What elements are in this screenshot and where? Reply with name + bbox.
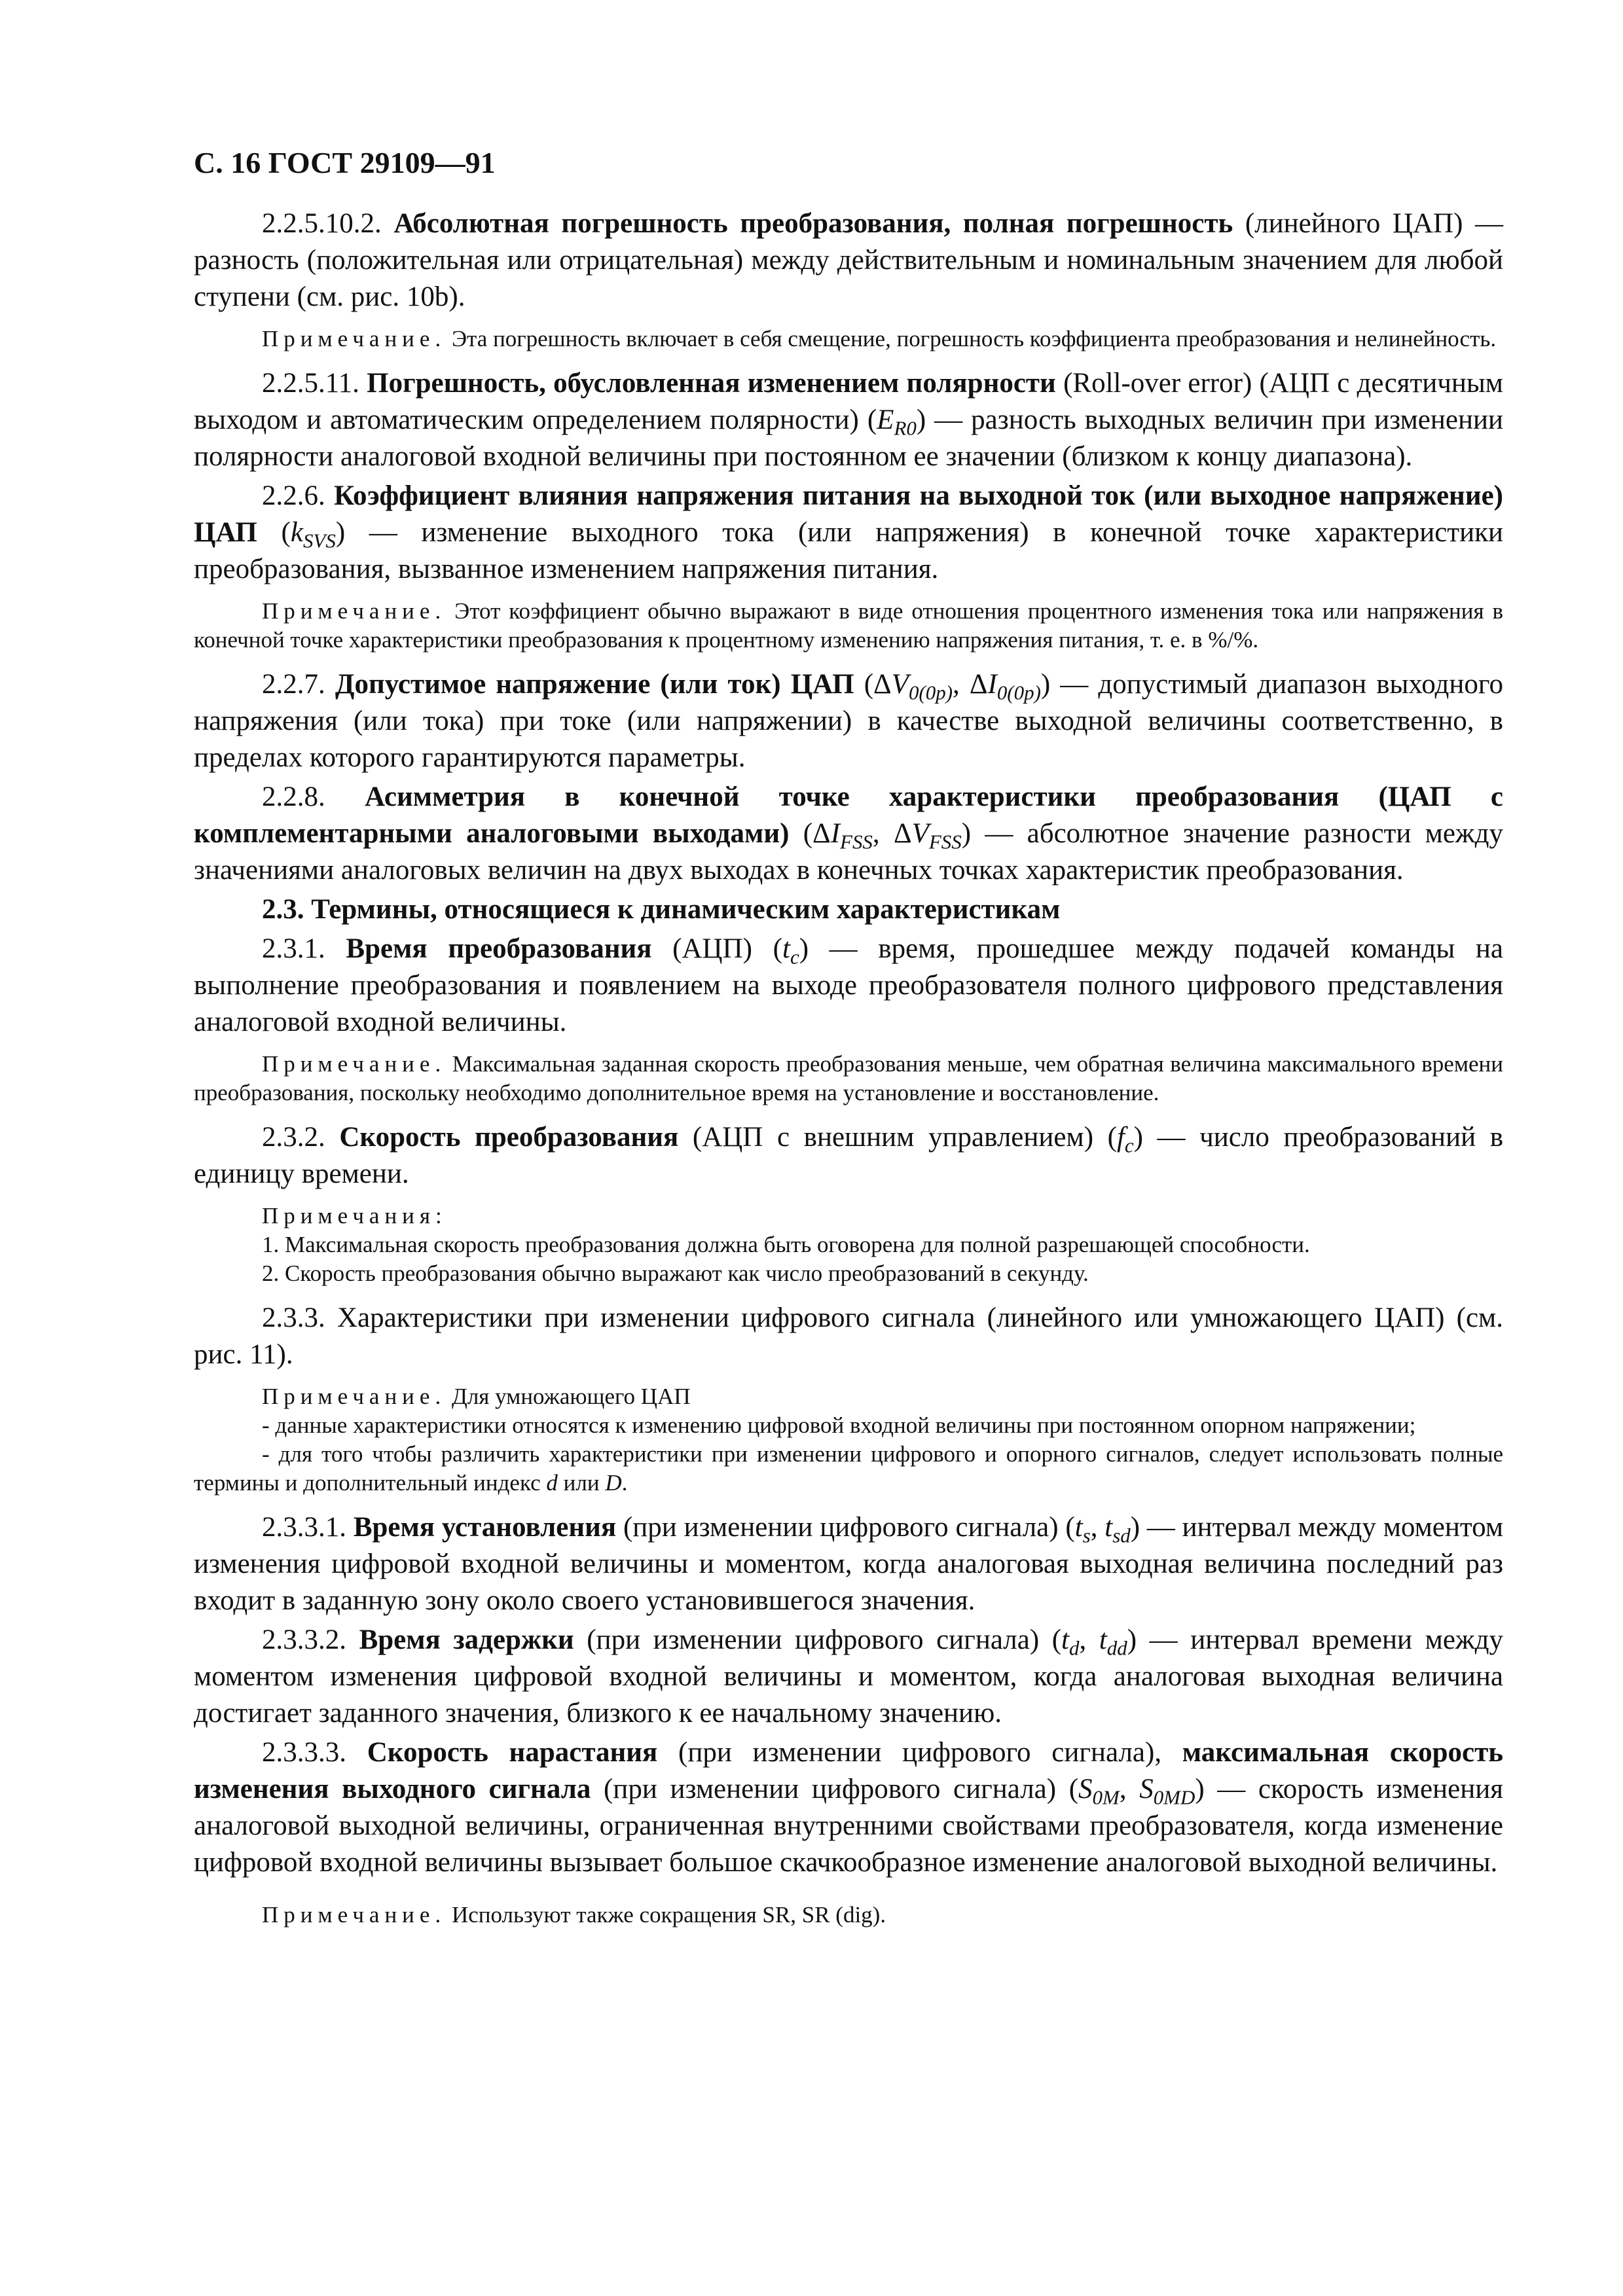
note-text: Используют также сокращения SR, SR (dig). <box>446 1902 886 1928</box>
note-2 <box>194 597 1503 655</box>
symbol: f <box>1116 1122 1125 1153</box>
symbol-subscript: s <box>1082 1524 1091 1547</box>
symbol-subscript: 0(0p) <box>996 681 1041 704</box>
symbol: E <box>877 404 894 435</box>
symbol-subscript: 0MD <box>1153 1785 1195 1809</box>
clause-number: 2.3.1. <box>262 933 325 964</box>
note-item: 1. Максимальная скорость преобразования должна быть оговорена для полной разрешающей способности. <box>262 1232 1310 1257</box>
symbol-subscript: c <box>1124 1134 1134 1157</box>
symbol: t <box>1074 1512 1083 1543</box>
symbol-subscript: 0(0p) <box>908 681 953 704</box>
clause-2-3-1 <box>194 931 1503 1041</box>
clause-number: 2.2.7. <box>262 669 325 700</box>
definition-part: ) — интервал времени между моментом изменения цифровой входной величины и моментом, когда аналоговая выходная величина достигает заданного значения, близкого к ее начальному значению. <box>194 1624 1503 1729</box>
symbol: S <box>1139 1774 1154 1804</box>
term: Время преобразования <box>346 933 652 964</box>
note-6 <box>194 1901 1503 1929</box>
note-text: Для умножающего ЦАП <box>446 1384 691 1409</box>
page-header: С. 16 ГОСТ 29109—91 <box>194 146 496 179</box>
symbol: t <box>1061 1624 1069 1655</box>
clause-2-2-8 <box>194 779 1503 889</box>
section-heading-2-3: 2.3. Термины, относящиеся к динамическим характеристикам <box>262 894 1061 925</box>
clause-number: 2.2.6. <box>262 480 325 511</box>
clause-number: 2.2.5.11. <box>262 368 359 399</box>
note-item <box>194 1440 1503 1498</box>
note-1 <box>194 325 1503 353</box>
note-3 <box>194 1050 1503 1107</box>
definition-part: ) — число преобразований в единицу времени. <box>194 1122 1503 1189</box>
clause-2-2-6 <box>194 478 1503 588</box>
definition-part: (АЦП) ( <box>651 933 782 964</box>
symbol-subscript: FSS <box>928 830 962 853</box>
note-label: Примечание. <box>262 1902 447 1928</box>
note-5 <box>194 1382 1503 1498</box>
definition-part: ) — допустимый диапазон выходного напряжения (или тока) при токе (или напряжении) в качестве выходной величины соответственно, в пределах которого гарантируются параметры. <box>194 669 1503 773</box>
symbol: t <box>782 933 790 964</box>
definition-part: (при изменении цифрового сигнала) ( <box>574 1624 1062 1655</box>
definition: (линейного ЦАП) — разность (положительная или отрицательная) между действительным и номинальным значением для любой ступени (см. рис. 10b). <box>194 208 1503 312</box>
symbol-subscript: sd <box>1112 1524 1131 1547</box>
symbol: S <box>1078 1774 1093 1804</box>
term: Абсолютная погрешность преобразования, полная погрешность <box>393 208 1233 239</box>
definition-part: (при изменении цифрового сигнала) ( <box>616 1512 1075 1543</box>
clause-2-3-3: 2.3.3. Характеристики при изменении цифрового сигнала (линейного или умножающего ЦАП) (см. рис. 11). <box>194 1302 1503 1370</box>
symbol: I <box>987 669 997 700</box>
symbol: I <box>830 818 841 849</box>
definition-part: ) — абсолютное значение разности между значениями аналоговых величин на двух выходах в конечных точках характеристик преобразования. <box>194 818 1503 886</box>
definition-part: (Δ <box>789 818 831 849</box>
note-text: Эта погрешность включает в себя смещение, погрешность коэффициента преобразования и нелинейность. <box>446 326 1497 351</box>
note-label: Примечание. <box>262 1384 447 1409</box>
clause-number: 2.2.8. <box>262 781 325 812</box>
term: Скорость нарастания <box>367 1737 658 1768</box>
definition-part: (при изменении цифрового сигнала) ( <box>591 1774 1079 1804</box>
clause-2-3-2 <box>194 1119 1503 1193</box>
symbol: k <box>290 517 303 548</box>
definition-part: ) — изменение выходного тока (или напряжения) в конечной точке характеристики преобразования, вызванное изменением напряжения питания. <box>194 517 1503 584</box>
definition-part: ) — разность выходных величин при изменении полярности аналоговой входной величины при постоянном ее значении (близком к концу диапазона). <box>194 404 1503 472</box>
document-page <box>194 145 1503 1941</box>
definition-part: (Roll-over error) (АЦП с десятичным выходом и автоматическим определением полярности) ( <box>194 368 1503 435</box>
clause-number: 2.3.3.2. <box>262 1624 346 1655</box>
clause-2-2-7 <box>194 666 1503 776</box>
note-item: - данные характеристики относятся к изменению цифровой входной величины при постоянном опорном напряжении; <box>262 1412 1416 1438</box>
definition-part: ) — скорость изменения аналоговой выходной величины, ограниченная внутренними свойствами преобразователя, когда изменение цифровой входной величины вызывает большое скачкообразное изменение аналоговой выходной величины. <box>194 1774 1503 1878</box>
note-4 <box>194 1202 1503 1288</box>
symbol-subscript: d <box>1069 1636 1080 1660</box>
term: Погрешность, обусловленная изменением полярности <box>367 368 1056 399</box>
clause-number: 2.3.3.1. <box>262 1512 346 1543</box>
note-label: Примечания: <box>262 1203 447 1229</box>
note-text: Максимальная заданная скорость преобразования меньше, чем обратная величина максимального времени преобразования, поскольку необходимо дополнительное время на установление и восстановление. <box>194 1051 1503 1105</box>
note-item-text: или <box>557 1470 606 1496</box>
symbol-subscript: 0M <box>1092 1785 1120 1809</box>
note-item-text: - для того чтобы различить характеристики при изменении цифрового и опорного сигналов, следует использовать полные термины и дополнительный индекс <box>194 1441 1503 1496</box>
definition-part: , <box>1119 1774 1140 1804</box>
term: Коэффициент влияния напряжения питания на выходной ток (или выходное напряжение) ЦАП <box>194 480 1503 548</box>
term: Время задержки <box>359 1624 574 1655</box>
index-symbol: D <box>605 1470 622 1496</box>
symbol: t <box>1104 1512 1113 1543</box>
symbol-subscript: SVS <box>302 529 336 552</box>
note-label: Примечание. <box>262 326 447 351</box>
definition-part: , <box>1090 1512 1105 1543</box>
symbol-subscript: c <box>790 945 799 969</box>
note-item-text: . <box>621 1470 628 1496</box>
note-label: Примечание. <box>262 1051 447 1077</box>
definition-part: (Δ <box>854 669 892 700</box>
symbol-subscript: dd <box>1106 1636 1127 1660</box>
definition-part: , Δ <box>953 669 988 700</box>
symbol: V <box>911 818 929 849</box>
definition-part: (АЦП с внешним управлением) ( <box>678 1122 1117 1153</box>
note-text: Этот коэффициент обычно выражают в виде отношения процентного изменения тока или напряжения в конечной точке характеристики преобразования к процентному изменению напряжения питания, т. е. в %/%. <box>194 598 1503 653</box>
clause-2-3-3-2 <box>194 1622 1503 1732</box>
index-symbol: d <box>546 1470 558 1496</box>
clause-2-2-5-10-2 <box>194 206 1503 315</box>
symbol-subscript: R0 <box>894 416 917 440</box>
symbol: V <box>891 669 909 700</box>
note-item: 2. Скорость преобразования обычно выражают как число преобразований в секунду. <box>262 1261 1089 1286</box>
note-label: Примечание. <box>262 598 447 624</box>
clause-2-3-3-1 <box>194 1509 1503 1619</box>
clause-2-2-5-11 <box>194 365 1503 475</box>
symbol-subscript: FSS <box>840 830 873 853</box>
clause-number: 2.3.2. <box>262 1122 325 1153</box>
term: Время установления <box>353 1512 617 1543</box>
definition-part: , Δ <box>872 818 912 849</box>
definition-part: (при изменении цифрового сигнала), <box>657 1737 1182 1768</box>
clause-2-3-3-3 <box>194 1734 1503 1881</box>
term: максимальная скорость изменения выходного сигнала <box>194 1737 1503 1804</box>
term: Асимметрия в конечной точке характеристики преобразования (ЦАП с комплементарными аналоговыми выходами) <box>194 781 1503 849</box>
definition-part: , <box>1079 1624 1099 1655</box>
definition-part: ( <box>257 517 291 548</box>
clause-number: 2.2.5.10.2. <box>262 208 382 239</box>
definition-part: ) — интервал между моментом изменения цифровой входной величины и моментом, когда аналоговая выходная величина последний раз входит в заданную зону около своего установившегося значения. <box>194 1512 1504 1616</box>
definition-part: ) — время, прошедшее между подачей команды на выполнение преобразования и появлением на выходе преобразователя полного цифрового представления аналоговой входной величины. <box>194 933 1504 1037</box>
symbol: t <box>1099 1624 1107 1655</box>
term: Скорость преобразования <box>339 1122 679 1153</box>
clause-number: 2.3.3.3. <box>262 1737 346 1768</box>
term: Допустимое напряжение (или ток) ЦАП <box>335 669 854 700</box>
